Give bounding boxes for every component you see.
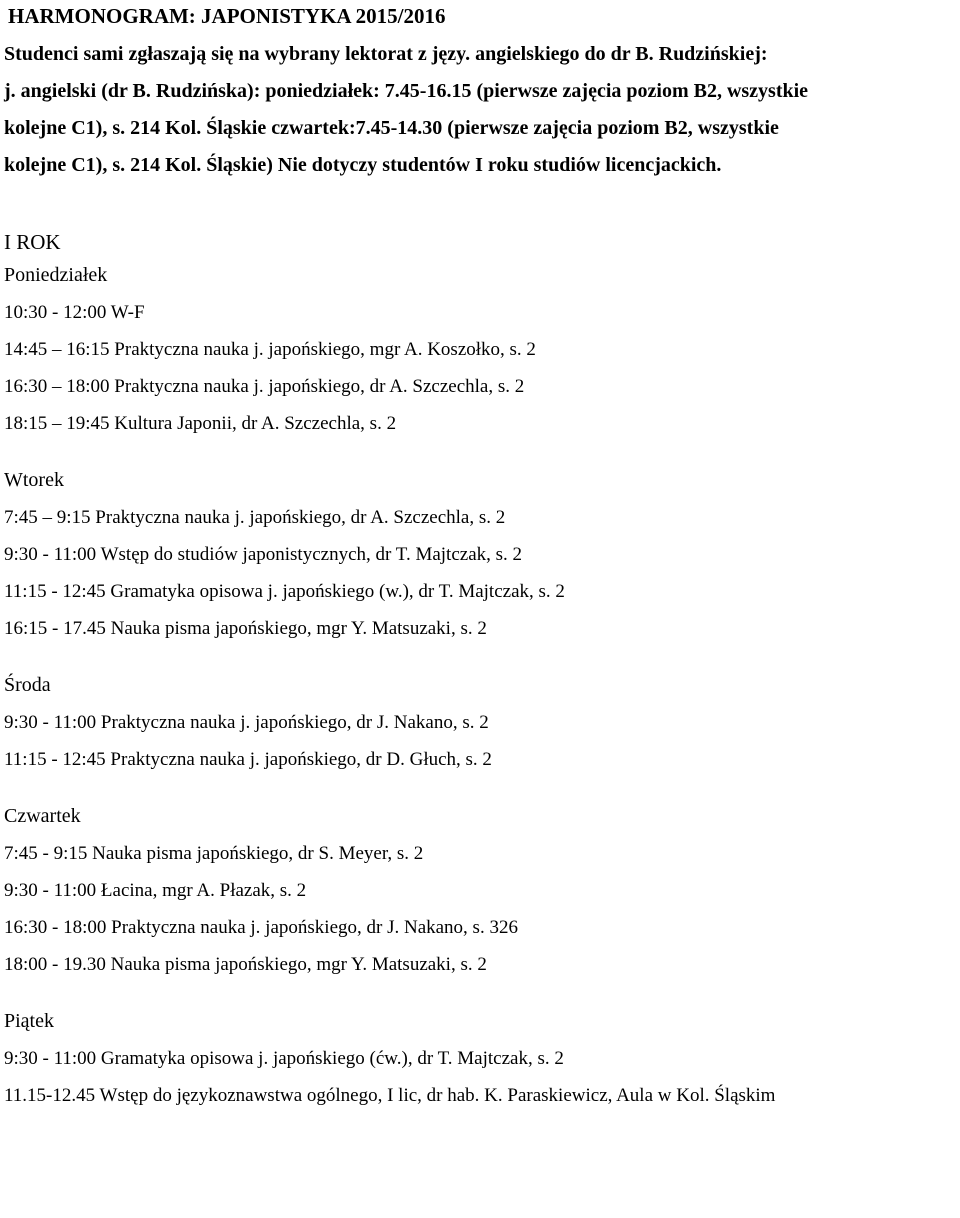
section-heading: I ROK	[4, 230, 61, 254]
day-name-friday: Piątek	[4, 1010, 54, 1032]
intro-line: kolejne C1), s. 214 Kol. Śląskie) Nie dotyczy studentów I roku studiów licencjackich.	[4, 154, 722, 176]
schedule-entry: 9:30 - 11:00 Praktyczna nauka j. japońskiego, dr J. Nakano, s. 2	[4, 712, 489, 733]
day-block-thursday	[4, 798, 960, 983]
schedule-entry: 11:15 - 12:45 Gramatyka opisowa j. japońskiego (w.), dr T. Majtczak, s. 2	[4, 581, 565, 602]
spacer	[4, 442, 960, 462]
schedule	[4, 227, 960, 1114]
intro-paragraph	[4, 36, 954, 184]
intro-line: j. angielski (dr B. Rudzińska): poniedziałek: 7.45-16.15 (pierwsze zajęcia poziom B2, wszystkie	[4, 80, 809, 102]
day-block-monday	[4, 257, 960, 442]
day-name-monday: Poniedziałek	[4, 264, 108, 286]
spacer	[4, 983, 960, 1003]
spacer	[4, 778, 960, 798]
day-block-friday	[4, 1003, 960, 1114]
intro-line: kolejne C1), s. 214 Kol. Śląskie czwartek:7.45-14.30 (pierwsze zajęcia poziom B2, wszystkie	[4, 117, 779, 139]
schedule-entry: 9:30 - 11:00 Wstęp do studiów japonistycznych, dr T. Majtczak, s. 2	[4, 544, 523, 565]
schedule-entry: 11.15-12.45 Wstęp do językoznawstwa ogólnego, I lic, dr hab. K. Paraskiewicz, Aula w Kol. Śląskim	[4, 1085, 776, 1106]
schedule-entry: 18:00 - 19.30 Nauka pisma japońskiego, mgr Y. Matsuzaki, s. 2	[4, 954, 487, 975]
intro-line: Studenci sami zgłaszają się na wybrany lektorat z języ. angielskiego do dr B. Rudzińskiej:	[4, 43, 768, 65]
day-block-wednesday	[4, 667, 960, 778]
schedule-entry: 9:30 - 11:00 Łacina, mgr A. Płazak, s. 2	[4, 880, 307, 901]
document-title: HARMONOGRAM: JAPONISTYKA 2015/2016	[8, 4, 446, 28]
day-block-tuesday	[4, 462, 960, 647]
day-name-thursday: Czwartek	[4, 805, 81, 827]
day-name-wednesday: Środa	[4, 674, 51, 696]
schedule-entry: 7:45 – 9:15 Praktyczna nauka j. japońskiego, dr A. Szczechla, s. 2	[4, 507, 506, 528]
schedule-entry: 10:30 - 12:00 W-F	[4, 302, 145, 323]
schedule-entry: 7:45 - 9:15 Nauka pisma japońskiego, dr S. Meyer, s. 2	[4, 843, 424, 864]
schedule-entry: 14:45 – 16:15 Praktyczna nauka j. japońskiego, mgr A. Koszołko, s. 2	[4, 339, 536, 360]
schedule-entry: 11:15 - 12:45 Praktyczna nauka j. japońskiego, dr D. Głuch, s. 2	[4, 749, 492, 770]
schedule-entry: 18:15 – 19:45 Kultura Japonii, dr A. Szczechla, s. 2	[4, 413, 397, 434]
day-name-tuesday: Wtorek	[4, 469, 64, 491]
spacer	[4, 647, 960, 667]
schedule-entry: 16:30 – 18:00 Praktyczna nauka j. japońskiego, dr A. Szczechla, s. 2	[4, 376, 525, 397]
schedule-entry: 16:30 - 18:00 Praktyczna nauka j. japońskiego, dr J. Nakano, s. 326	[4, 917, 518, 938]
schedule-entry: 9:30 - 11:00 Gramatyka opisowa j. japońskiego (ćw.), dr T. Majtczak, s. 2	[4, 1048, 564, 1069]
schedule-entry: 16:15 - 17.45 Nauka pisma japońskiego, mgr Y. Matsuzaki, s. 2	[4, 618, 487, 639]
